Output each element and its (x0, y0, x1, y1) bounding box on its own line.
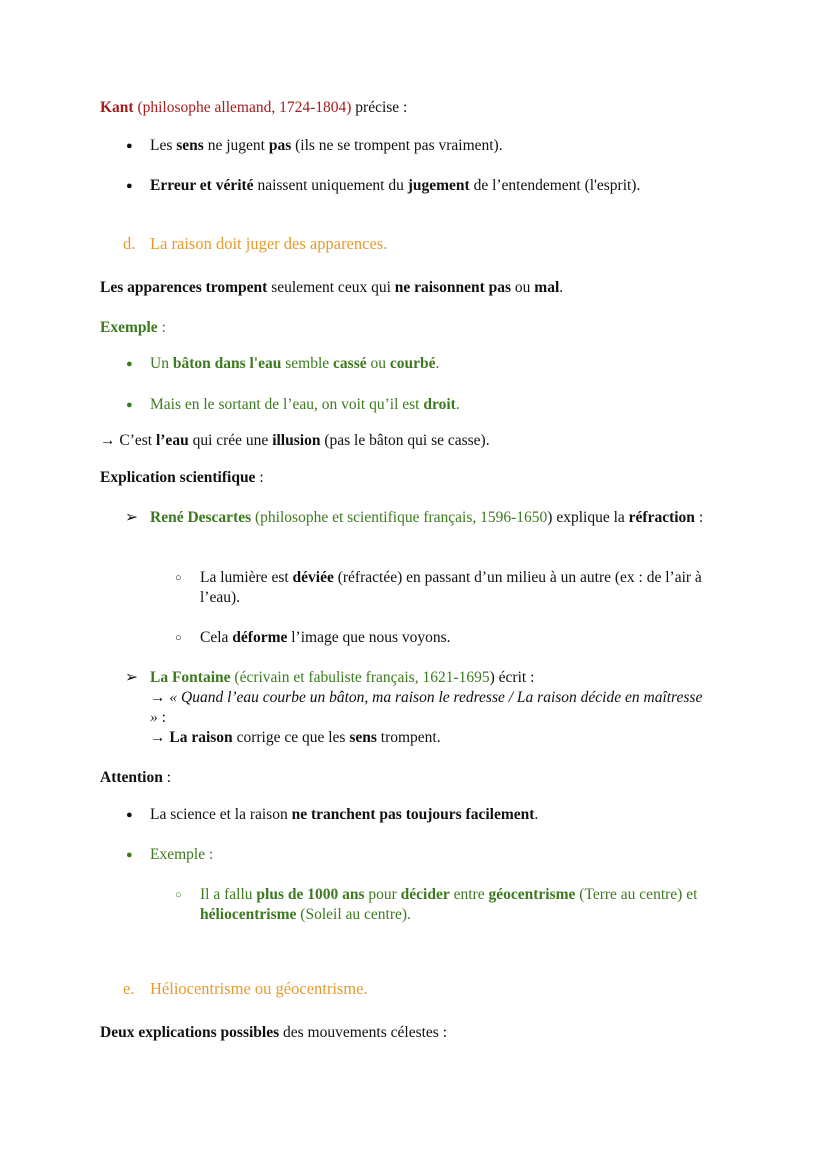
text-run: Un (150, 355, 173, 372)
text-run: (philosophe et scientifique français, 1596-1650 (251, 509, 548, 526)
text-run: René Descartes (150, 509, 252, 526)
text-run: . (435, 355, 440, 372)
bullet-marker: ● (126, 849, 133, 861)
text-run: La lumière est (200, 569, 293, 586)
bullet-text (150, 176, 720, 196)
para-text (100, 278, 720, 298)
sub-marker: ○ (175, 632, 182, 644)
text-run: ou (366, 355, 390, 372)
text-run: → « Quand l’eau courbe un bâton, ma raison le redresse / La raison décide en maîtresse » (150, 689, 703, 726)
text-run: Les (150, 137, 177, 154)
text-run: corrige ce que les (232, 729, 350, 746)
text-run: . (534, 806, 539, 823)
text-run: Attention (100, 769, 163, 786)
text-run: qui crée une (188, 432, 273, 449)
text-run: bâton dans l'eau (172, 355, 282, 372)
bullet-text (150, 136, 720, 156)
para-text (100, 431, 720, 451)
text-run: (Terre au centre) et (575, 886, 698, 903)
text-run: trompent. (376, 729, 441, 746)
bullet-marker: ● (126, 358, 133, 370)
text-run: (philosophe allemand, 1724-1804) (133, 99, 352, 116)
bullet-marker: ● (126, 809, 133, 821)
sub-text (200, 628, 715, 648)
text-run: seulement ceux qui (267, 279, 395, 296)
text-run: réfraction (628, 509, 695, 526)
arrow-marker: ➢ (125, 509, 138, 526)
text-run: → C’est (100, 432, 156, 449)
text-run: Deux explications possibles (100, 1024, 280, 1041)
text-run: : (162, 769, 172, 786)
text-run: illusion (272, 432, 321, 449)
text-run: héliocentrisme (200, 906, 297, 923)
text-run: déforme (232, 629, 288, 646)
text-run: pas (268, 137, 292, 154)
text-run: → (150, 729, 170, 746)
text-run: ou (511, 279, 535, 296)
para-text (100, 768, 720, 788)
text-run: entre (449, 886, 489, 903)
sub-text (200, 885, 715, 925)
para-text (100, 1023, 720, 1043)
text-run: ) écrit : (489, 669, 535, 686)
text-run: Erreur et vérité (150, 177, 254, 194)
text-run: : (157, 319, 166, 336)
text-run: Cela (200, 629, 233, 646)
text-run: l’image que nous voyons. (287, 629, 451, 646)
para-text (100, 468, 720, 488)
bullet-text (150, 805, 720, 825)
text-run: La Fontaine (150, 669, 231, 686)
text-run: Il a fallu (200, 886, 257, 903)
text-run: (Soleil au centre). (296, 906, 411, 923)
text-run: semble (281, 355, 334, 372)
text-run: décider (400, 886, 450, 903)
text-run: sens (349, 729, 377, 746)
arrow-marker: ➢ (125, 669, 138, 686)
text-run: La raison doit juger des apparences. (150, 234, 388, 253)
arrow-text (150, 668, 710, 748)
text-run: : (255, 469, 264, 486)
text-run: ) explique la (547, 509, 629, 526)
text-run: de l’entendement (l'esprit). (469, 177, 641, 194)
text-run: droit (423, 396, 456, 413)
text-run: (pas le bâton qui se casse). (320, 432, 490, 449)
text-run: des mouvements célestes : (279, 1024, 448, 1041)
text-run: Héliocentrisme ou géocentrisme. (150, 979, 368, 998)
text-run: : (694, 509, 704, 526)
bullet-marker: ● (126, 399, 133, 411)
text-run: : (157, 709, 166, 726)
para-text (100, 318, 720, 338)
text-run: géocentrisme (488, 886, 576, 903)
bullet-text (150, 354, 720, 374)
text-run: Exemple : (150, 846, 214, 863)
heading-marker: e. (123, 979, 135, 998)
text-run: Les apparences trompent (100, 279, 268, 296)
text-run: Exemple (100, 319, 158, 336)
sub-marker: ○ (175, 889, 182, 901)
text-run: précise : (351, 99, 408, 116)
section-heading (150, 234, 720, 254)
bullet-marker: ● (126, 140, 133, 152)
text-run: sens (176, 137, 204, 154)
text-run: Kant (100, 99, 134, 116)
bullet-text (150, 395, 720, 415)
bullet-marker: ● (126, 180, 133, 192)
text-run: cassé (333, 355, 367, 372)
text-run: l’eau (155, 432, 189, 449)
text-run: plus de 1000 ans (256, 886, 365, 903)
arrow-text (150, 508, 710, 528)
text-run: Mais en le sortant de l’eau, on voit qu’il est (150, 396, 424, 413)
text-run: (réfractée) en passant d’un milieu à un autre (ex : de l’air à l’eau). (200, 569, 702, 606)
text-run: (ils ne se trompent pas vraiment). (291, 137, 503, 154)
text-run: naissent uniquement du (253, 177, 408, 194)
text-run: pour (364, 886, 401, 903)
text-run: ne jugent (203, 137, 269, 154)
text-run: Explication scientifique (100, 469, 256, 486)
text-run: . (559, 279, 564, 296)
text-run: (écrivain et fabuliste français, 1621-1695 (230, 669, 490, 686)
text-run: La science et la raison (150, 806, 292, 823)
text-run: ne raisonnent pas (394, 279, 512, 296)
text-run: mal (534, 279, 560, 296)
para-text (100, 98, 720, 118)
bullet-text (150, 845, 720, 865)
text-run: courbé (389, 355, 436, 372)
text-run: . (455, 396, 460, 413)
text-run: ne tranchent pas toujours facilement (291, 806, 535, 823)
heading-marker: d. (123, 234, 136, 253)
text-run: déviée (292, 569, 334, 586)
text-run: La raison (169, 729, 233, 746)
text-run: jugement (407, 177, 470, 194)
sub-text (200, 568, 715, 608)
section-heading (150, 979, 720, 999)
sub-marker: ○ (175, 572, 182, 584)
